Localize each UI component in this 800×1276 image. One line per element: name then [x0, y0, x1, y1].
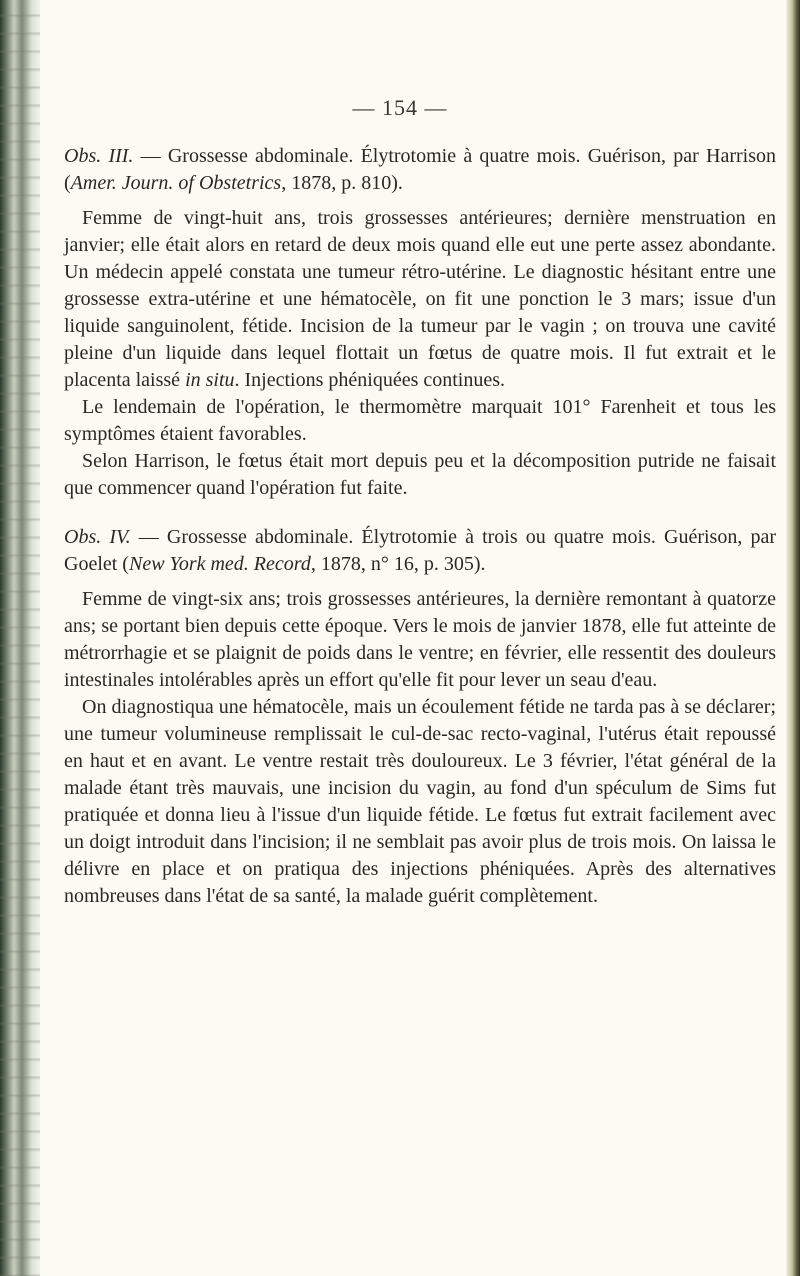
obs3-journal: Amer. Journ. of Obstetrics: [70, 172, 282, 194]
obs3-paragraph-1-end: . Injections phéniquées continues.: [234, 369, 506, 391]
page-body: [64, 143, 776, 910]
obs3-in-situ: in situ: [185, 369, 235, 391]
obs4-label: Obs. IV.: [64, 526, 131, 548]
obs3-paragraph-3: Selon Harrison, le fœtus était mort depuis peu et la décomposition putride ne faisait que commencer quand l'opération fut faite.: [64, 450, 776, 499]
obs3-heading: [64, 143, 776, 197]
obs3-reference: , 1878, p. 810).: [281, 172, 403, 194]
obs4-heading: [64, 524, 776, 578]
book-spine-edge: [0, 0, 40, 1276]
obs3-heading-text: — Grossesse abdominale. Élytrotomie à quatre mois. Guérison, par Harrison (: [64, 145, 776, 194]
obs4-paragraph-2: On diagnostiqua une hématocèle, mais un écoulement fétide ne tarda pas à se déclarer; une tumeur volumineuse remplissait le cul-de-sac recto-vaginal, l'utérus était repoussé en haut et en avant. Le ventre restait très douloureux. Le 3 février, l'état général de la malade étant très mauvais, une incision du vagin, au fond d'un spéculum de Sims fut pratiquée et donna lieu à l'issue d'un liquide fétide. Le fœtus fut extrait facilement avec un doigt introduit dans l'incision; il ne semblait pas avoir plus de trois mois. On laissa le délivre en place et on pratiqua des injections phéniquées. Après des alternatives nombreuses dans l'état de sa santé, la malade guérit complètement.: [64, 696, 776, 907]
page-number: — 154 —: [352, 95, 448, 120]
obs4-journal: New York med. Record: [128, 553, 311, 575]
page-right-edge: [786, 0, 800, 1276]
obs3-label: Obs. III.: [64, 145, 134, 167]
obs4-heading-text: — Grossesse abdominale. Élytrotomie à trois ou quatre mois. Guérison, par Goelet (: [64, 526, 776, 575]
obs3-paragraph-2: Le lendemain de l'opération, le thermomètre marquait 101° Farenheit et tous les symptômes étaient favorables.: [64, 396, 776, 445]
obs3-paragraph-1: [64, 205, 776, 394]
obs4-reference: , 1878, n° 16, p. 305).: [310, 553, 486, 575]
obs3-paragraph-1-text: Femme de vingt-huit ans, trois grossesses antérieures; dernière menstruation en janvier; elle était alors en retard de deux mois quand elle eut une perte assez abondante. Un médecin appelé constata une tumeur rétro-utérine. Le diagnostic hésitant entre une grossesse extra-utérine et une hématocèle, on fit une ponction le 3 mars; issue d'un liquide sanguinolent, fétide. Incision de la tumeur par le vagin ; on trouva une cavité pleine d'un liquide dans lequel flottait un fœtus de quatre mois. Il fut extrait et le placenta laissé: [64, 207, 776, 391]
obs4-paragraph-1: Femme de vingt-six ans; trois grossesses antérieures, la dernière remontant à quatorze ans; se portant bien depuis cette époque. Vers le mois de janvier 1878, elle fut atteinte de métrorrhagie et se plaignit de poids dans le ventre; en février, elle ressentit des douleurs intestinales intolérables après un effort qu'elle fit pour lever un seau d'eau.: [64, 588, 776, 691]
